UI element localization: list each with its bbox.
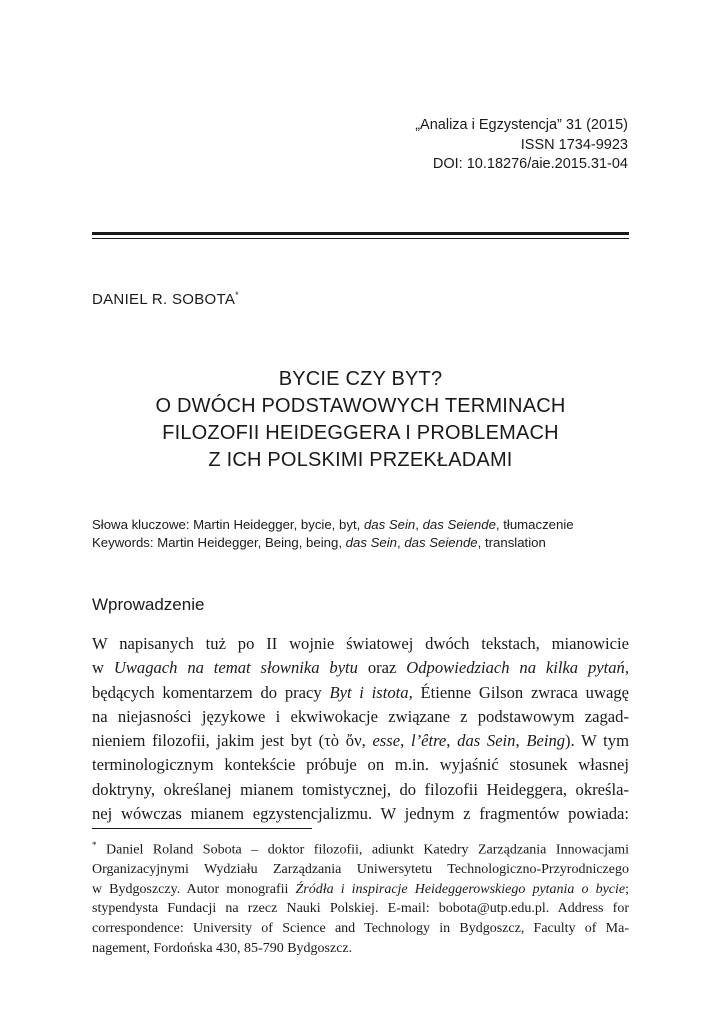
footnote-text: Daniel Roland Sobota – doktor filozofii, adiunkt Katedry Zarządzania Innowacjami bbox=[96, 842, 629, 858]
body-italic: Byt i istota bbox=[329, 682, 409, 702]
footnote-line: Organizacyjnymi Wydziału Zarządzania Uniwersytetu Technologiczno-Przyrodniczego bbox=[92, 862, 629, 878]
keywords-block bbox=[92, 516, 652, 552]
body-text-span: , bbox=[446, 731, 458, 751]
keywords-text: Martin Heidegger, Being, being, bbox=[153, 535, 346, 550]
keyword-italic: das Sein bbox=[345, 535, 397, 550]
body-text-span: w bbox=[92, 658, 114, 678]
body-text-span: , bbox=[624, 658, 629, 678]
author-name: DANIEL R. SOBOTA bbox=[92, 291, 236, 308]
journal-info bbox=[415, 116, 628, 175]
body-italic: Being bbox=[526, 731, 566, 751]
body-paragraph bbox=[92, 632, 629, 826]
body-text-span: ). W tym bbox=[565, 731, 630, 751]
keywords-text: , translation bbox=[477, 535, 546, 550]
keywords-separator: , bbox=[396, 535, 405, 550]
keywords-separator: , bbox=[415, 517, 423, 532]
body-line: doktryny, określanej mianem tomistycznej, do filozofii Heideggera, określa- bbox=[92, 779, 629, 799]
footnote-marker: * bbox=[92, 840, 97, 850]
title-line: O DWÓCH PODSTAWOWYCH TERMINACH bbox=[155, 395, 566, 417]
footnote-italic: Źródła i inspiracje Heideggerowskiego pytania o bycie bbox=[295, 881, 626, 897]
title-line: Z ICH POLSKIMI PRZEKŁADAMI bbox=[208, 449, 513, 471]
body-line: na niejasności językowe i ekwiwokacje związane z podstawowym zagad- bbox=[92, 706, 629, 726]
body-text-span: , Étienne Gilson zwraca uwagę bbox=[408, 682, 629, 702]
footnote-text: w Bydgoszczy. Autor monografii bbox=[92, 881, 296, 897]
journal-citation: „Analiza i Egzystencja” 31 (2015) bbox=[415, 117, 628, 133]
journal-doi: DOI: 10.18276/aie.2015.31-04 bbox=[432, 156, 628, 172]
keyword-italic: das Seiende bbox=[422, 517, 496, 532]
body-line: terminologicznym kontekście próbuje on m.in. wyjaśnić stosunek własnej bbox=[92, 755, 629, 775]
footnote-line bbox=[92, 880, 629, 900]
footnote-line bbox=[92, 836, 629, 860]
body-text-span: , bbox=[515, 731, 527, 751]
keywords-label: Słowa kluczowe: bbox=[92, 517, 190, 532]
body-italic: l’être bbox=[410, 731, 447, 751]
keywords-polish bbox=[92, 516, 652, 534]
footnote-line: stypendysta Fundacji na rzecz Nauki Polskiej. E-mail: bobota@utp.edu.pl. Address for bbox=[92, 901, 629, 917]
keywords-english bbox=[92, 534, 652, 552]
keyword-italic: das Seiende bbox=[404, 535, 478, 550]
body-italic: esse bbox=[372, 731, 401, 751]
title-line: FILOZOFII HEIDEGGERA I PROBLEMACH bbox=[162, 422, 559, 444]
footnote bbox=[92, 836, 629, 958]
body-italic: Uwagach na temat słownika bytu bbox=[113, 658, 358, 678]
header-rule-thick bbox=[92, 232, 629, 235]
author-footnote-marker: * bbox=[235, 290, 239, 300]
body-line bbox=[92, 729, 629, 753]
keywords-label: Keywords: bbox=[92, 535, 154, 550]
body-text-span: , bbox=[400, 731, 411, 751]
keywords-text: , tłumaczenie bbox=[495, 517, 574, 532]
footnote-text: ; bbox=[625, 881, 629, 897]
body-line bbox=[92, 681, 629, 705]
footnote-rule bbox=[92, 828, 312, 829]
body-line: W napisanych tuż po II wojnie światowej dwóch tekstach, mianowicie bbox=[92, 634, 629, 653]
keywords-text: Martin Heidegger, bycie, byt, bbox=[189, 517, 364, 532]
body-italic: Odpowiedziach na kilka pytań bbox=[406, 658, 625, 678]
body-text-span: będących komentarzem do pracy bbox=[92, 682, 330, 702]
title-line: BYCIE CZY BYT? bbox=[278, 368, 443, 390]
section-heading: Wprowadzenie bbox=[92, 595, 205, 614]
header-rule-thin bbox=[92, 238, 629, 239]
body-text-span: nieniem filozofii, jakim jest byt (τὸ ὄν, bbox=[92, 731, 373, 751]
author bbox=[92, 290, 239, 308]
article-title bbox=[92, 366, 629, 474]
footnote-line: nagement, Fordońska 430, 85-790 Bydgoszcz. bbox=[92, 940, 353, 956]
body-italic: das Sein bbox=[457, 731, 516, 751]
body-text-span: oraz bbox=[357, 658, 407, 678]
journal-issn: ISSN 1734-9923 bbox=[520, 136, 628, 153]
body-line: nej wówczas mianem egzystencjalizmu. W jednym z fragmentów powiada: bbox=[92, 804, 629, 824]
footnote-line: correspondence: University of Science and Technology in Bydgoszcz, Faculty of Ma- bbox=[92, 921, 629, 937]
body-line bbox=[92, 656, 629, 680]
keyword-italic: das Sein bbox=[363, 517, 416, 532]
